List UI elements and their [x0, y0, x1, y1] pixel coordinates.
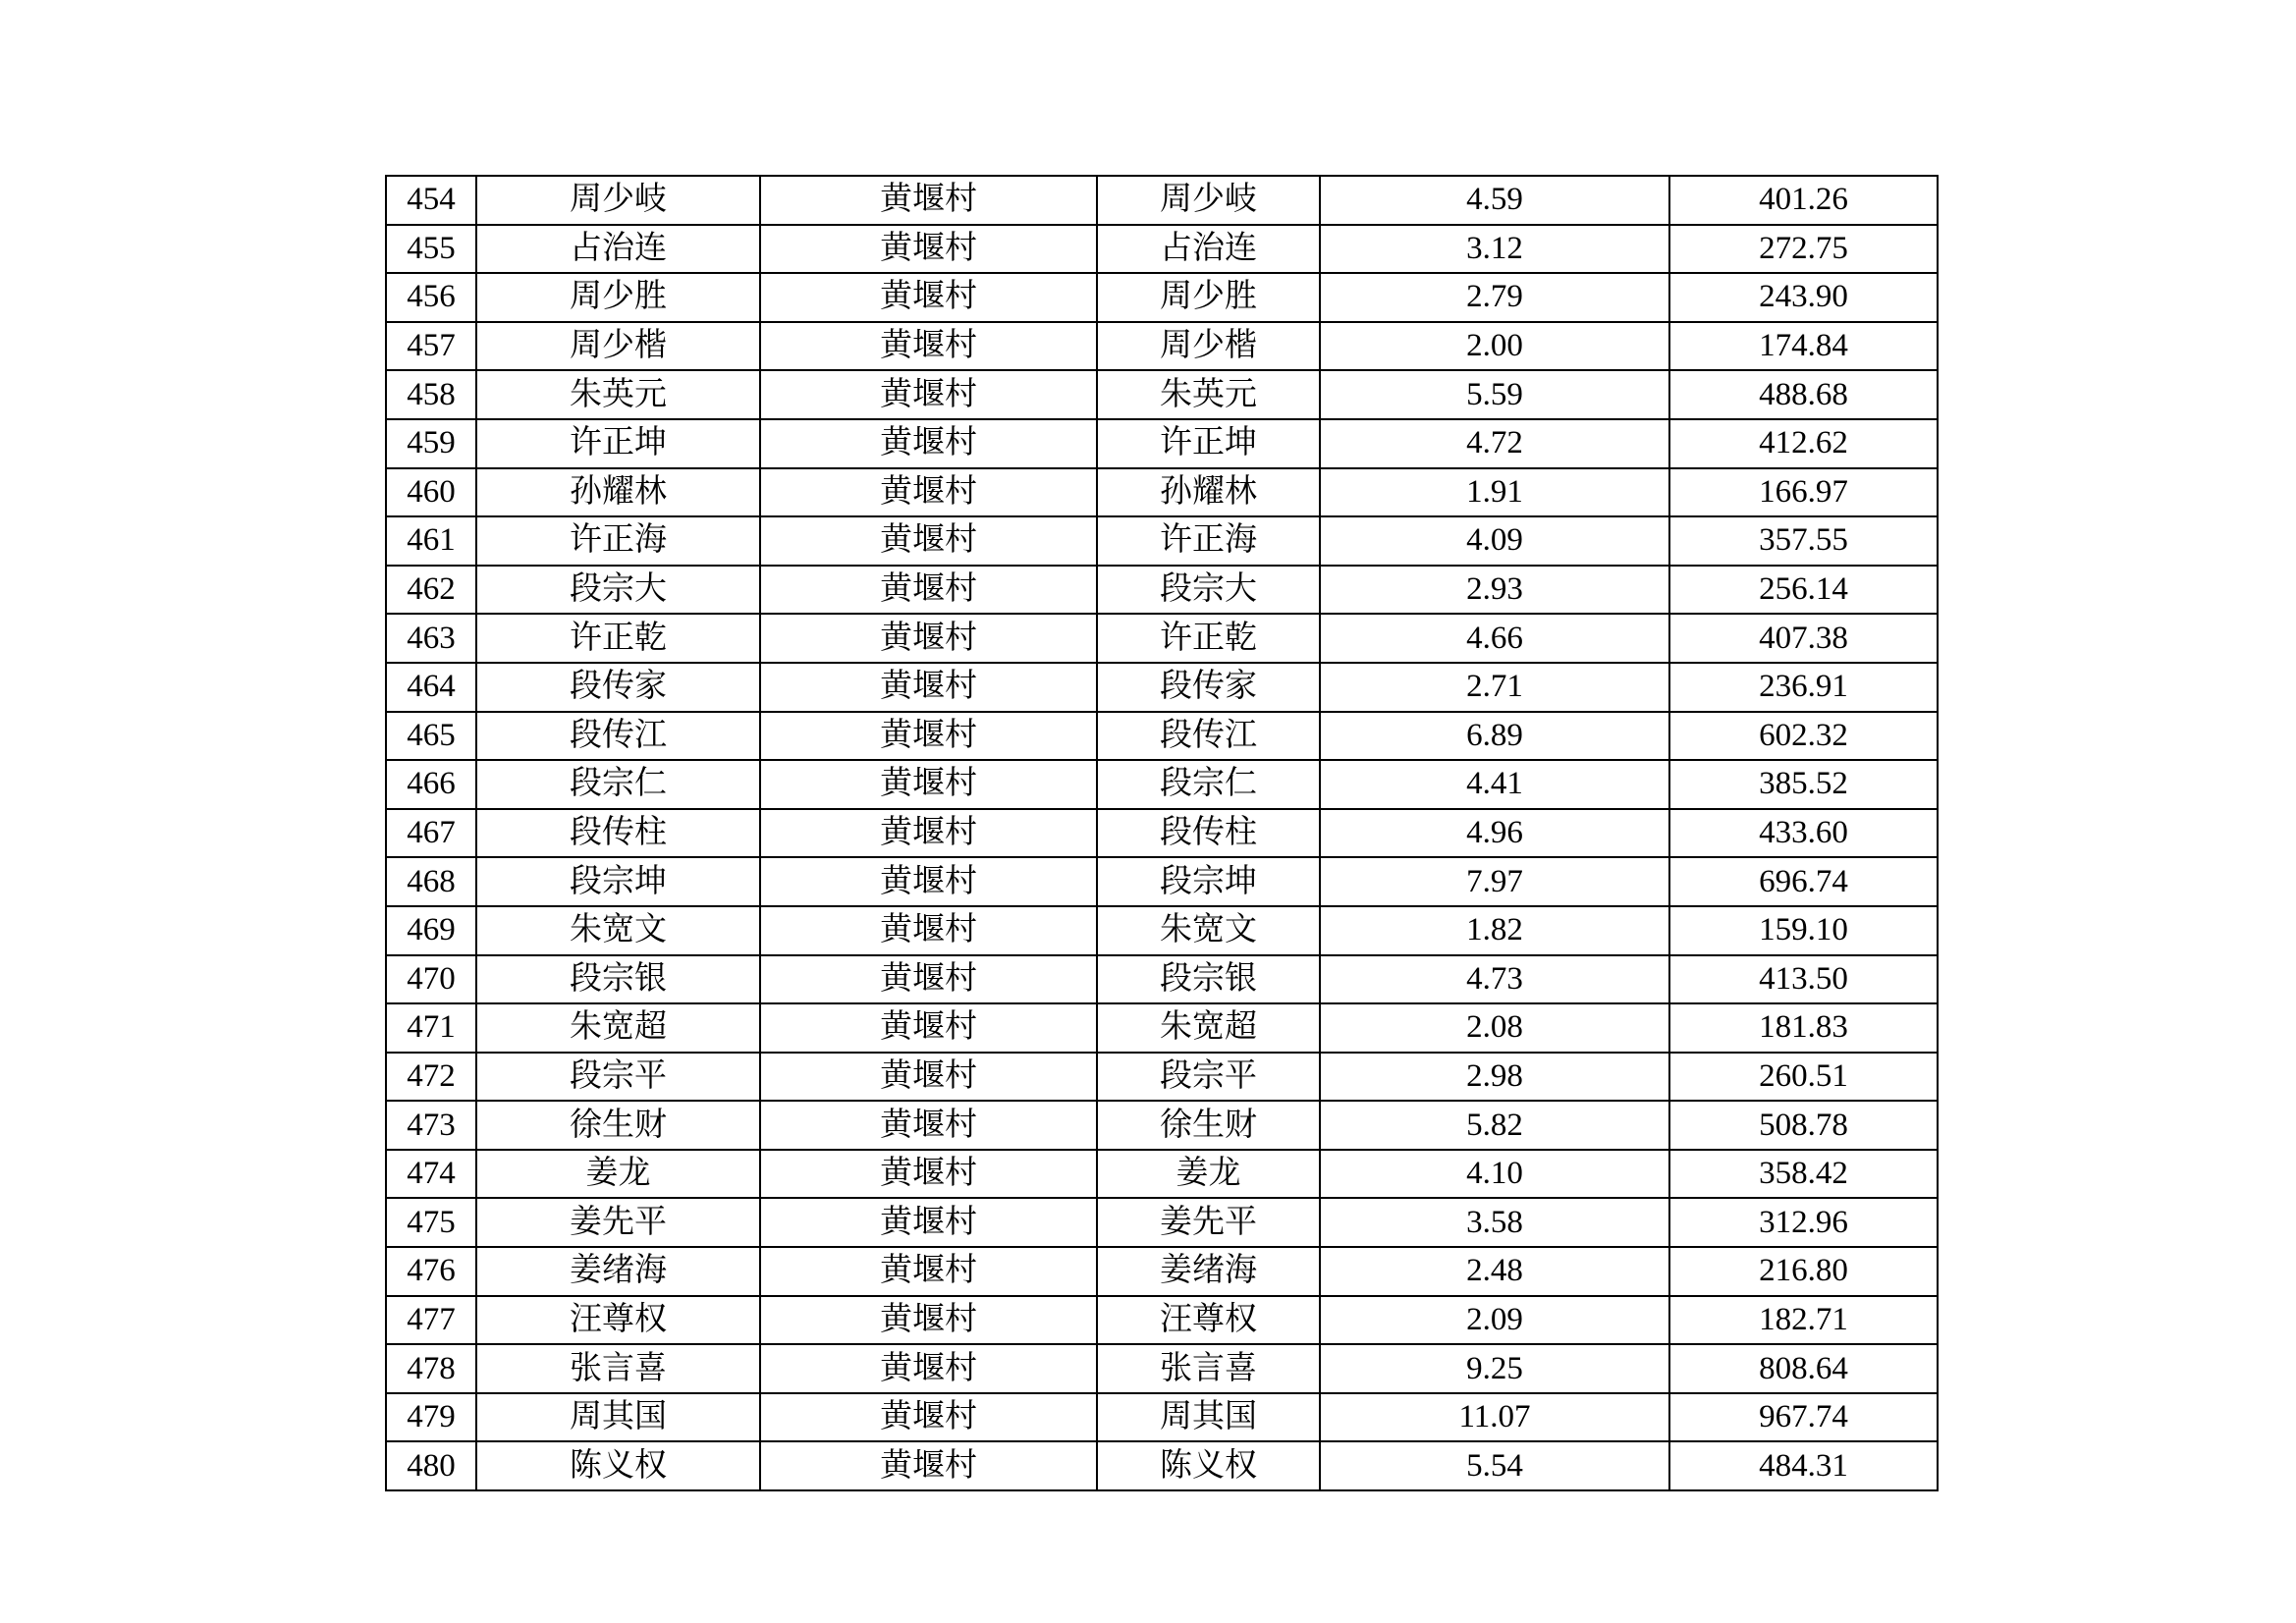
row-number-cell: 460 [386, 468, 476, 517]
village-cell: 黄堰村 [760, 663, 1097, 712]
area-cell: 4.73 [1320, 955, 1669, 1004]
table-row [386, 906, 1938, 955]
table-row [386, 1003, 1938, 1053]
name-cell: 汪尊权 [476, 1296, 760, 1345]
village-cell: 黄堰村 [760, 760, 1097, 809]
area-cell: 11.07 [1320, 1393, 1669, 1442]
table-body [386, 176, 1938, 1490]
village-cell: 黄堰村 [760, 1247, 1097, 1296]
table-row [386, 1344, 1938, 1393]
amount-cell: 182.71 [1669, 1296, 1938, 1345]
table-row [386, 614, 1938, 663]
amount-cell: 508.78 [1669, 1101, 1938, 1150]
name-cell: 张言喜 [476, 1344, 760, 1393]
table-row [386, 225, 1938, 274]
village-cell: 黄堰村 [760, 1003, 1097, 1053]
village-cell: 黄堰村 [760, 857, 1097, 906]
name-cell: 段宗坤 [476, 857, 760, 906]
table-row [386, 566, 1938, 615]
account-holder-cell: 张言喜 [1097, 1344, 1320, 1393]
area-cell: 4.41 [1320, 760, 1669, 809]
name-cell: 周少胜 [476, 273, 760, 322]
row-number-cell: 457 [386, 322, 476, 371]
account-holder-cell: 许正坤 [1097, 419, 1320, 468]
row-number-cell: 478 [386, 1344, 476, 1393]
account-holder-cell: 段宗平 [1097, 1053, 1320, 1102]
village-cell: 黄堰村 [760, 1441, 1097, 1490]
village-cell: 黄堰村 [760, 176, 1097, 225]
row-number-cell: 476 [386, 1247, 476, 1296]
name-cell: 朱英元 [476, 370, 760, 419]
amount-cell: 808.64 [1669, 1344, 1938, 1393]
table-row [386, 176, 1938, 225]
name-cell: 段宗银 [476, 955, 760, 1004]
name-cell: 姜绪海 [476, 1247, 760, 1296]
name-cell: 许正坤 [476, 419, 760, 468]
amount-cell: 159.10 [1669, 906, 1938, 955]
amount-cell: 412.62 [1669, 419, 1938, 468]
name-cell: 许正海 [476, 516, 760, 566]
amount-cell: 602.32 [1669, 712, 1938, 761]
area-cell: 4.66 [1320, 614, 1669, 663]
village-cell: 黄堰村 [760, 1344, 1097, 1393]
area-cell: 2.98 [1320, 1053, 1669, 1102]
village-cell: 黄堰村 [760, 1393, 1097, 1442]
account-holder-cell: 汪尊权 [1097, 1296, 1320, 1345]
area-cell: 5.59 [1320, 370, 1669, 419]
account-holder-cell: 占治连 [1097, 225, 1320, 274]
row-number-cell: 467 [386, 809, 476, 858]
row-number-cell: 466 [386, 760, 476, 809]
row-number-cell: 480 [386, 1441, 476, 1490]
area-cell: 4.10 [1320, 1150, 1669, 1199]
area-cell: 3.58 [1320, 1198, 1669, 1247]
account-holder-cell: 陈义权 [1097, 1441, 1320, 1490]
row-number-cell: 454 [386, 176, 476, 225]
row-number-cell: 470 [386, 955, 476, 1004]
row-number-cell: 477 [386, 1296, 476, 1345]
amount-cell: 312.96 [1669, 1198, 1938, 1247]
row-number-cell: 459 [386, 419, 476, 468]
amount-cell: 967.74 [1669, 1393, 1938, 1442]
account-holder-cell: 段宗银 [1097, 955, 1320, 1004]
area-cell: 2.48 [1320, 1247, 1669, 1296]
area-cell: 5.82 [1320, 1101, 1669, 1150]
amount-cell: 174.84 [1669, 322, 1938, 371]
village-cell: 黄堰村 [760, 809, 1097, 858]
village-cell: 黄堰村 [760, 1198, 1097, 1247]
name-cell: 徐生财 [476, 1101, 760, 1150]
area-cell: 4.59 [1320, 176, 1669, 225]
amount-cell: 433.60 [1669, 809, 1938, 858]
area-cell: 4.09 [1320, 516, 1669, 566]
account-holder-cell: 徐生财 [1097, 1101, 1320, 1150]
name-cell: 段传家 [476, 663, 760, 712]
table-row [386, 1198, 1938, 1247]
table-row [386, 370, 1938, 419]
name-cell: 占治连 [476, 225, 760, 274]
account-holder-cell: 段宗坤 [1097, 857, 1320, 906]
village-cell: 黄堰村 [760, 906, 1097, 955]
row-number-cell: 469 [386, 906, 476, 955]
area-cell: 9.25 [1320, 1344, 1669, 1393]
area-cell: 2.08 [1320, 1003, 1669, 1053]
table-row [386, 468, 1938, 517]
account-holder-cell: 姜龙 [1097, 1150, 1320, 1199]
name-cell: 段传柱 [476, 809, 760, 858]
village-cell: 黄堰村 [760, 955, 1097, 1004]
area-cell: 7.97 [1320, 857, 1669, 906]
amount-cell: 696.74 [1669, 857, 1938, 906]
name-cell: 孙耀林 [476, 468, 760, 517]
village-cell: 黄堰村 [760, 614, 1097, 663]
village-cell: 黄堰村 [760, 1296, 1097, 1345]
table-row [386, 1393, 1938, 1442]
row-number-cell: 458 [386, 370, 476, 419]
village-cell: 黄堰村 [760, 419, 1097, 468]
amount-cell: 166.97 [1669, 468, 1938, 517]
row-number-cell: 479 [386, 1393, 476, 1442]
amount-cell: 407.38 [1669, 614, 1938, 663]
row-number-cell: 471 [386, 1003, 476, 1053]
amount-cell: 401.26 [1669, 176, 1938, 225]
table-row [386, 1053, 1938, 1102]
village-cell: 黄堰村 [760, 468, 1097, 517]
village-cell: 黄堰村 [760, 370, 1097, 419]
row-number-cell: 473 [386, 1101, 476, 1150]
village-cell: 黄堰村 [760, 1101, 1097, 1150]
row-number-cell: 463 [386, 614, 476, 663]
row-number-cell: 474 [386, 1150, 476, 1199]
name-cell: 段宗大 [476, 566, 760, 615]
table-row [386, 322, 1938, 371]
village-cell: 黄堰村 [760, 566, 1097, 615]
name-cell: 段宗仁 [476, 760, 760, 809]
table-row [386, 857, 1938, 906]
amount-cell: 216.80 [1669, 1247, 1938, 1296]
area-cell: 2.79 [1320, 273, 1669, 322]
name-cell: 段宗平 [476, 1053, 760, 1102]
account-holder-cell: 段传家 [1097, 663, 1320, 712]
name-cell: 陈义权 [476, 1441, 760, 1490]
account-holder-cell: 周少岐 [1097, 176, 1320, 225]
table-row [386, 516, 1938, 566]
area-cell: 1.82 [1320, 906, 1669, 955]
amount-cell: 272.75 [1669, 225, 1938, 274]
village-cell: 黄堰村 [760, 273, 1097, 322]
village-cell: 黄堰村 [760, 516, 1097, 566]
amount-cell: 243.90 [1669, 273, 1938, 322]
table-row [386, 1101, 1938, 1150]
table-row [386, 663, 1938, 712]
area-cell: 2.71 [1320, 663, 1669, 712]
row-number-cell: 464 [386, 663, 476, 712]
area-cell: 2.93 [1320, 566, 1669, 615]
area-cell: 6.89 [1320, 712, 1669, 761]
village-cell: 黄堰村 [760, 1053, 1097, 1102]
village-cell: 黄堰村 [760, 712, 1097, 761]
name-cell: 朱宽文 [476, 906, 760, 955]
row-number-cell: 475 [386, 1198, 476, 1247]
name-cell: 朱宽超 [476, 1003, 760, 1053]
table-row [386, 1247, 1938, 1296]
name-cell: 周少楷 [476, 322, 760, 371]
table-row [386, 760, 1938, 809]
account-holder-cell: 姜绪海 [1097, 1247, 1320, 1296]
name-cell: 姜先平 [476, 1198, 760, 1247]
amount-cell: 256.14 [1669, 566, 1938, 615]
row-number-cell: 456 [386, 273, 476, 322]
table-row [386, 712, 1938, 761]
amount-cell: 260.51 [1669, 1053, 1938, 1102]
row-number-cell: 465 [386, 712, 476, 761]
row-number-cell: 455 [386, 225, 476, 274]
amount-cell: 358.42 [1669, 1150, 1938, 1199]
account-holder-cell: 周其国 [1097, 1393, 1320, 1442]
account-holder-cell: 朱宽文 [1097, 906, 1320, 955]
amount-cell: 484.31 [1669, 1441, 1938, 1490]
account-holder-cell: 段传柱 [1097, 809, 1320, 858]
row-number-cell: 472 [386, 1053, 476, 1102]
name-cell: 姜龙 [476, 1150, 760, 1199]
account-holder-cell: 周少胜 [1097, 273, 1320, 322]
amount-cell: 385.52 [1669, 760, 1938, 809]
area-cell: 4.72 [1320, 419, 1669, 468]
table-row [386, 419, 1938, 468]
area-cell: 2.00 [1320, 322, 1669, 371]
account-holder-cell: 许正海 [1097, 516, 1320, 566]
amount-cell: 488.68 [1669, 370, 1938, 419]
area-cell: 4.96 [1320, 809, 1669, 858]
table-row [386, 1150, 1938, 1199]
table-row [386, 1296, 1938, 1345]
row-number-cell: 462 [386, 566, 476, 615]
amount-cell: 236.91 [1669, 663, 1938, 712]
account-holder-cell: 段传江 [1097, 712, 1320, 761]
account-holder-cell: 姜先平 [1097, 1198, 1320, 1247]
data-table [385, 175, 1939, 1491]
row-number-cell: 468 [386, 857, 476, 906]
amount-cell: 357.55 [1669, 516, 1938, 566]
account-holder-cell: 朱英元 [1097, 370, 1320, 419]
account-holder-cell: 段宗仁 [1097, 760, 1320, 809]
amount-cell: 181.83 [1669, 1003, 1938, 1053]
name-cell: 许正乾 [476, 614, 760, 663]
village-cell: 黄堰村 [760, 1150, 1097, 1199]
amount-cell: 413.50 [1669, 955, 1938, 1004]
name-cell: 段传江 [476, 712, 760, 761]
name-cell: 周少岐 [476, 176, 760, 225]
area-cell: 1.91 [1320, 468, 1669, 517]
area-cell: 2.09 [1320, 1296, 1669, 1345]
table-row [386, 809, 1938, 858]
village-cell: 黄堰村 [760, 225, 1097, 274]
account-holder-cell: 段宗大 [1097, 566, 1320, 615]
row-number-cell: 461 [386, 516, 476, 566]
account-holder-cell: 孙耀林 [1097, 468, 1320, 517]
account-holder-cell: 朱宽超 [1097, 1003, 1320, 1053]
area-cell: 5.54 [1320, 1441, 1669, 1490]
account-holder-cell: 周少楷 [1097, 322, 1320, 371]
area-cell: 3.12 [1320, 225, 1669, 274]
table-row [386, 955, 1938, 1004]
village-cell: 黄堰村 [760, 322, 1097, 371]
name-cell: 周其国 [476, 1393, 760, 1442]
account-holder-cell: 许正乾 [1097, 614, 1320, 663]
table-row [386, 1441, 1938, 1490]
table-row [386, 273, 1938, 322]
